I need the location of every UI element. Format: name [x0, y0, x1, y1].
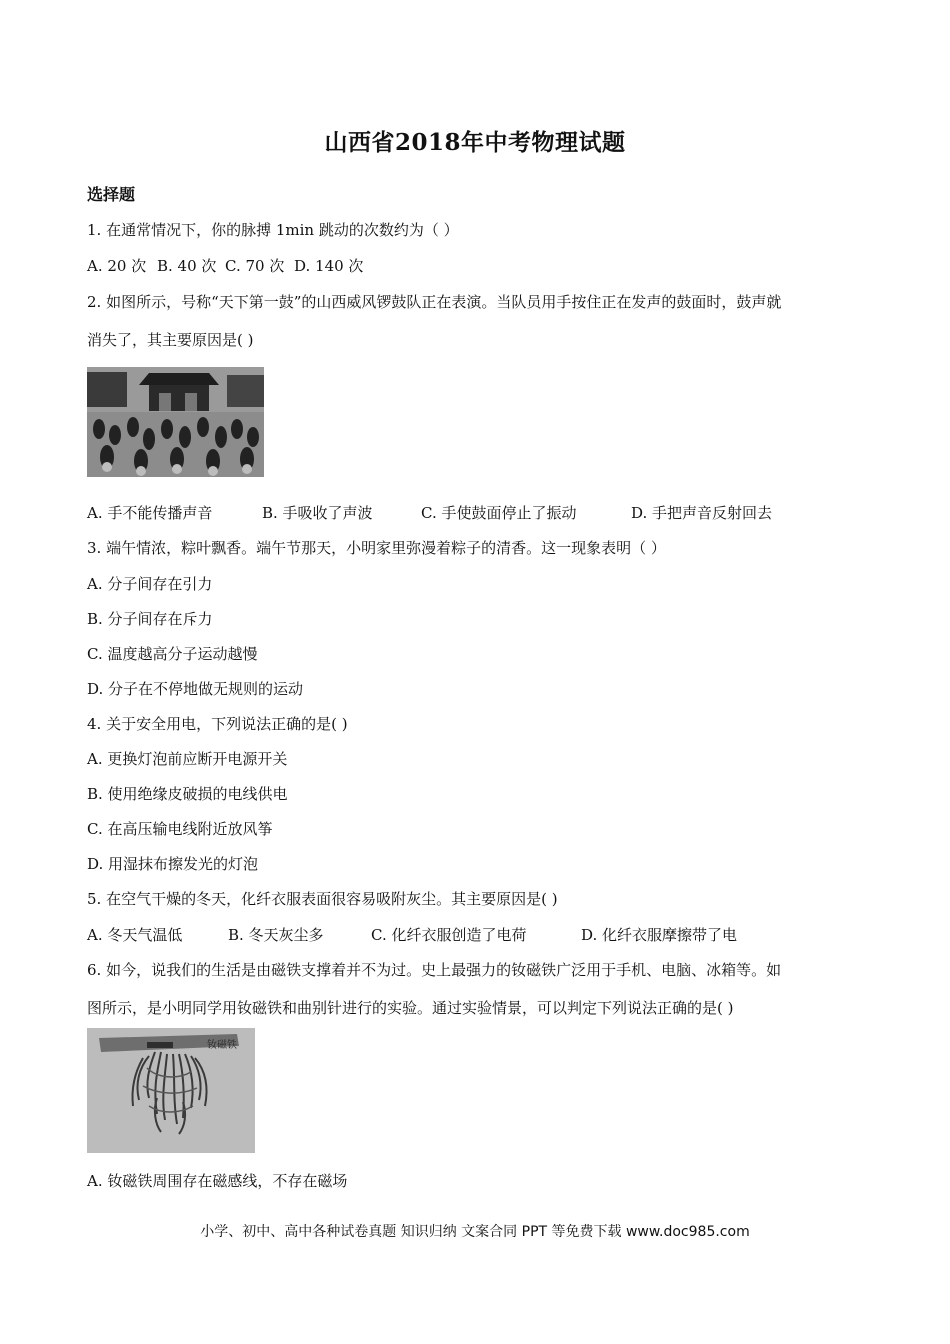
drum-performance-photo — [87, 367, 264, 477]
q3-option-b: B. 分子间存在斥力 — [87, 610, 213, 628]
page-title: 山西省2018年中考物理试题 — [324, 129, 626, 156]
q5-option-a: A. 冬天气温低 — [87, 926, 183, 944]
q5-option-c: C. 化纤衣服创造了电荷 — [371, 926, 527, 944]
q4-option-c: C. 在高压输电线附近放风筝 — [87, 820, 273, 838]
q5-option-d: D. 化纤衣服摩擦带了电 — [581, 926, 738, 944]
magnet-experiment-photo — [87, 1028, 255, 1153]
q4-option-a: A. 更换灯泡前应断开电源开关 — [87, 750, 288, 768]
q4-option-b: B. 使用绝缘皮破损的电线供电 — [87, 785, 288, 803]
question-4-text: 4. 关于安全用电，下列说法正确的是( ) — [87, 715, 348, 733]
q1-option-d: D. 140 次 — [294, 257, 364, 275]
q3-option-a: A. 分子间存在引力 — [87, 575, 213, 593]
q1-option-c: C. 70 次 — [225, 257, 285, 275]
q4-option-d: D. 用湿抹布擦发光的灯泡 — [87, 855, 259, 873]
question-6-line-2: 图所示，是小明同学用钕磁铁和曲别针进行的实验。通过实验情景，可以判定下列说法正确的是( ) — [87, 999, 734, 1017]
question-5-text: 5. 在空气干燥的冬天，化纤衣服表面很容易吸附灰尘。其主要原因是( ) — [87, 890, 558, 908]
question-2-line-1: 2. 如图所示，号称“天下第一鼓”的山西威风锣鼓队正在表演。当队员用手按住正在发声的鼓面时，鼓声就 — [87, 293, 782, 311]
q2-option-b: B. 手吸收了声波 — [262, 504, 373, 522]
q2-option-d: D. 手把声音反射回去 — [631, 504, 773, 522]
question-1-text: 1. 在通常情况下，你的脉搏 1min 跳动的次数约为（ ） — [87, 221, 459, 239]
footer-text: 小学、初中、高中各种试卷真题 知识归纳 文案合同 PPT 等免费下载 www.doc985.com — [200, 1224, 750, 1240]
question-6-line-1: 6. 如今，说我们的生活是由磁铁支撑着并不为过。史上最强力的钕磁铁广泛用于手机、电脑、冰箱等。如 — [87, 961, 782, 979]
q3-option-d: D. 分子在不停地做无规则的运动 — [87, 680, 304, 698]
q1-option-b: B. 40 次 — [157, 257, 217, 275]
q1-option-a: A. 20 次 — [87, 257, 147, 275]
q6-option-a: A. 钕磁铁周围存在磁感线，不存在磁场 — [87, 1172, 348, 1190]
magnet-label: 钕磁铁 — [207, 1040, 237, 1051]
q5-option-b: B. 冬天灰尘多 — [228, 926, 324, 944]
q3-option-c: C. 温度越高分子运动越慢 — [87, 645, 258, 663]
question-2-line-2: 消失了，其主要原因是( ) — [87, 331, 254, 349]
q2-option-a: A. 手不能传播声音 — [87, 504, 213, 522]
section-heading: 选择题 — [87, 185, 136, 204]
q2-option-c: C. 手使鼓面停止了振动 — [421, 504, 577, 522]
question-3-text: 3. 端午情浓，粽叶飘香。端午节那天，小明家里弥漫着粽子的清香。这一现象表明（ ） — [87, 539, 666, 557]
